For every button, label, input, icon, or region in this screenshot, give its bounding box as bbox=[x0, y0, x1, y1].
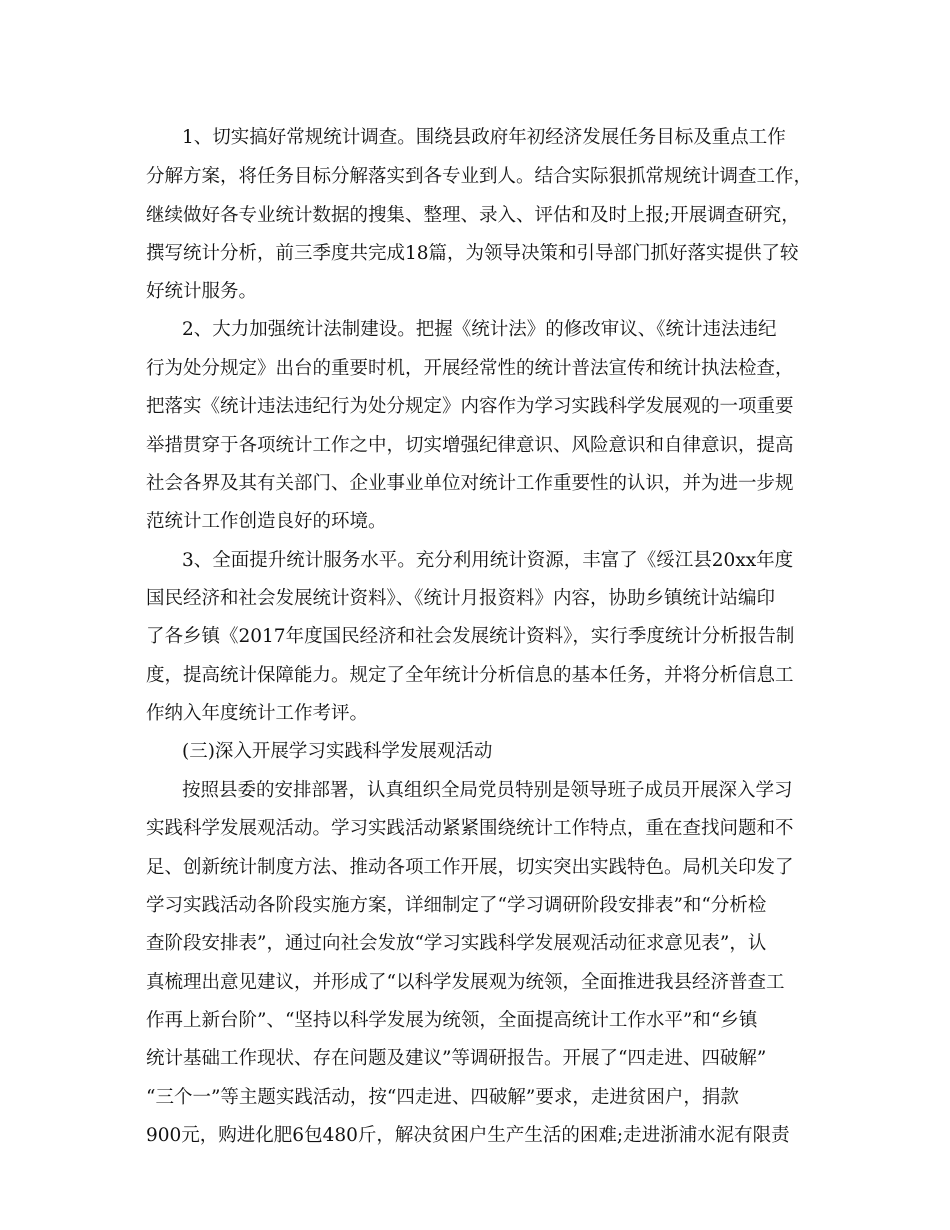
text-line: 了各乡镇《2017年度国民经济和社会发展统计资料》，实行季度统计分析报告制 bbox=[146, 626, 795, 647]
text-line: 实践科学发展观活动。学习实践活动紧紧围绕统计工作特点，重在查找问题和不 bbox=[146, 818, 794, 839]
text-line: 撰写统计分析，前三季度共完成18篇，为领导决策和引导部门抓好落实提供了较 bbox=[146, 243, 799, 264]
text-line: 分解方案，将任务目标分解落实到各专业到人。结合实际狠抓常规统计调查工作， bbox=[146, 166, 813, 187]
text-line: 900元，购进化肥6包480斤，解决贫困户生产生活的困难;走进浙浦水泥有限责 bbox=[146, 1125, 790, 1146]
text-line: 把落实《统计违法违纪行为处分规定》内容作为学习实践科学发展观的一项重要 bbox=[146, 396, 794, 417]
text-line: 2、大力加强统计法制建设。把握《统计法》的修改审议、《统计违法违纪 bbox=[182, 319, 777, 340]
text-line: 足、创新统计制度方法、推动各项工作开展，切实突出实践特色。局机关印发了 bbox=[146, 857, 794, 878]
section-heading: (三)深入开展学习实践科学发展观活动 bbox=[182, 741, 493, 762]
text-line: 社会各界及其有关部门、企业事业单位对统计工作重要性的认识，并为进一步规 bbox=[146, 473, 794, 494]
text-line: 统计基础工作现状、存在问题及建议”等调研报告。开展了“四走进、四破解” bbox=[146, 1048, 767, 1069]
text-line: 按照县委的安排部署，认真组织全局党员特别是领导班子成员开展深入学习 bbox=[182, 780, 793, 801]
text-line: 行为处分规定》出台的重要时机，开展经常性的统计普法宣传和统计执法检查， bbox=[146, 358, 794, 379]
text-line: 1、切实搞好常规统计调查。围绕县政府年初经济发展任务目标及重点工作 bbox=[182, 127, 786, 148]
text-line: 真梳理出意见建议，并形成了“以科学发展观为统领，全面推进我县经济普查工 bbox=[146, 972, 785, 993]
text-line: 度，提高统计保障能力。规定了全年统计分析信息的基本任务，并将分析信息工 bbox=[146, 665, 794, 686]
text-line: 学习实践活动各阶段实施方案，详细制定了“学习调研阶段安排表”和“分析检 bbox=[146, 895, 767, 916]
text-line: 3、全面提升统计服务水平。充分利用统计资源，丰富了《绥江县20xx年度 bbox=[182, 550, 794, 571]
text-line: 国民经济和社会发展统计资料》、《统计月报资料》内容，协助乡镇统计站编印 bbox=[146, 588, 776, 609]
text-line: 继续做好各专业统计数据的搜集、整理、录入、评估和及时上报;开展调查研究， bbox=[146, 205, 800, 226]
text-line: 好统计服务。 bbox=[146, 281, 258, 302]
text-line: “三个一”等主题实践活动，按“四走进、四破解”要求，走进贫困户，捐款 bbox=[146, 1087, 739, 1108]
text-line: 举措贯穿于各项统计工作之中，切实增强纪律意识、风险意识和自律意识，提高 bbox=[146, 435, 794, 456]
text-line: 查阶段安排表”，通过向社会发放“学习实践科学发展观活动征求意见表”，认 bbox=[146, 933, 767, 954]
text-line: 作再上新台阶”、“坚持以科学发展为统领，全面提高统计工作水平”和“乡镇 bbox=[146, 1010, 758, 1031]
text-line: 作纳入年度统计工作考评。 bbox=[146, 703, 369, 724]
text-line: 范统计工作创造良好的环境。 bbox=[146, 511, 387, 532]
